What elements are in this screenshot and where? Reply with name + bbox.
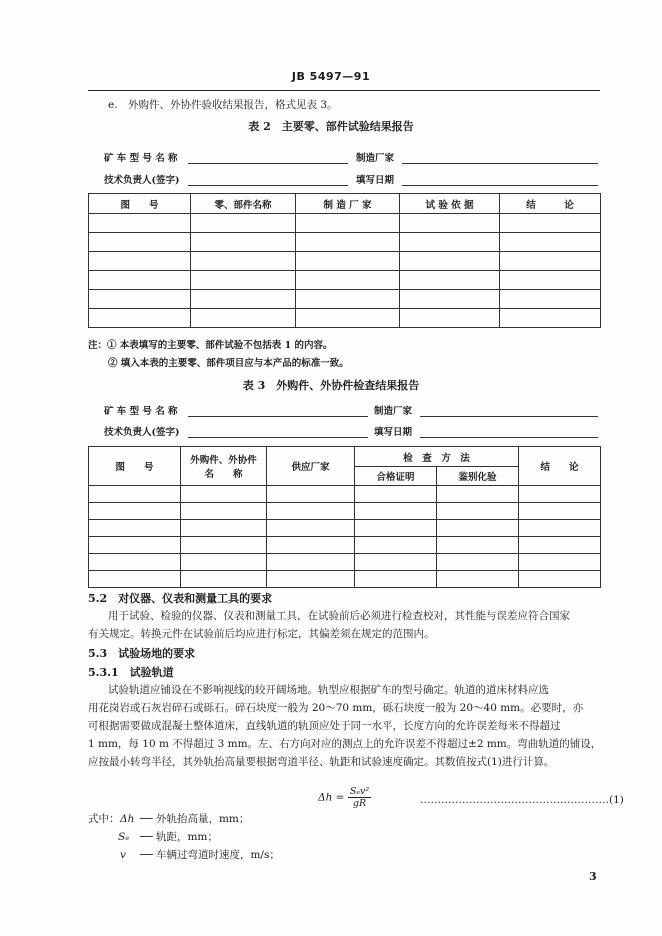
table2-header-drawing-no: 图 号 <box>89 194 191 214</box>
section-5-3-1-line-3: 可根据需要做成混凝土整体道床，直线轨道的轨顶应处于同一水平，长度方向的允许误差每米不得超过 <box>88 720 561 732</box>
section-5-2-line-1: 用于试验、检验的仪器、仪表和测量工具，在试验前后必须进行检查校对，其性能与误差应符合国家 <box>108 610 570 622</box>
table3-header-part-name-line2: 名 称 <box>204 469 243 480</box>
table-row <box>89 503 601 520</box>
table-row <box>89 214 601 233</box>
where-desc-dh: ── 外轨抬高量，mm； <box>140 813 250 825</box>
table-row <box>89 571 601 588</box>
table2-resp-line[interactable] <box>188 185 348 186</box>
table2-header-row <box>89 194 601 214</box>
table-row <box>89 486 601 503</box>
section-5-2-line-2: 有关规定。转换元件在试验前后均应进行标定，其偏差须在规定的范围内。 <box>88 628 435 640</box>
formula-numerator: Sₑv² <box>349 786 370 797</box>
table2-header-part-name: 零、部件名称 <box>191 194 296 214</box>
table2-model-line[interactable] <box>188 163 348 164</box>
table2-title: 表 2 主要零、部件试验结果报告 <box>248 120 414 133</box>
table2-note-2: ② 填入本表的主要零、部件项目应与本产品的标准一致。 <box>108 358 349 369</box>
table3-date-line[interactable] <box>420 437 598 438</box>
table3-grid <box>88 446 601 588</box>
formula-lhs: Δh = <box>318 791 345 804</box>
standard-number: JB 5497—91 <box>291 70 371 83</box>
table2-date-line[interactable] <box>402 185 598 186</box>
section-5-3-heading: 5.3 试验场地的要求 <box>88 647 196 660</box>
table-row <box>89 290 601 309</box>
section-5-3-1-heading: 5.3.1 试验轨道 <box>88 666 174 679</box>
header-rule <box>88 90 600 91</box>
table-row <box>89 271 601 290</box>
table3-header-method: 检 查 方 法 <box>355 447 519 467</box>
formula-1 <box>318 786 371 809</box>
item-e-marker: e. <box>108 99 118 111</box>
formula-fraction <box>348 786 371 809</box>
table2-field-resp: 技术负责人(签字) <box>104 175 180 186</box>
table3-header-identification: 鉴别化验 <box>437 467 519 486</box>
where-symbol-dh: Δh <box>120 813 135 825</box>
section-5-3-1-line-5: 应按最小转弯半径，其外轨抬高量要根据弯道半径、轨距和试验速度确定。其数值按式(1)进行计算。 <box>88 756 555 768</box>
table2-note-1: 注：① 本表填写的主要零、部件试验不包括表 1 的内容。 <box>88 340 333 351</box>
table2-field-maker: 制造厂家 <box>356 153 395 164</box>
table-row <box>89 554 601 571</box>
where-intro: 式中： <box>88 813 120 825</box>
page-number: 3 <box>589 870 597 883</box>
table2-field-date: 填写日期 <box>356 175 395 186</box>
table3-field-resp: 技术负责人(签字) <box>104 427 180 438</box>
table3-resp-line[interactable] <box>188 437 368 438</box>
table3-header-part-name-line1: 外购件、外协件 <box>190 455 257 466</box>
table3-title: 表 3 外购件、外协件检查结果报告 <box>242 379 420 392</box>
where-symbol-se: Sₑ <box>118 831 130 843</box>
section-5-3-1-line-1: 试验轨道应铺设在不影响视线的较开阔场地。轨型应根据矿车的型号确定。轨道的道床材料应选 <box>108 684 549 696</box>
table3-header-row-1 <box>89 447 601 467</box>
where-desc-se: ── 轨距，mm； <box>140 831 218 843</box>
table2-grid <box>88 193 601 328</box>
where-symbol-v: v <box>120 849 126 861</box>
section-5-3-1-line-4: 1 mm，每 10 m 不得超过 3 mm。左、右方向对应的测点上的允许误差不得超过±2 mm。弯曲轨道的铺设， <box>88 738 602 750</box>
table-row <box>89 252 601 271</box>
table2-field-model: 矿 车 型 号 名 称 <box>104 153 178 164</box>
table-row <box>89 233 601 252</box>
formula-leader: ………………………………………………(1) <box>420 794 624 806</box>
table-row <box>89 309 601 328</box>
table3-header-part-name <box>181 447 267 486</box>
table2-header-basis: 试 验 依 据 <box>400 194 500 214</box>
item-e-text: 外购件、外协件验收结果报告，格式见表 3。 <box>128 99 338 111</box>
table3-field-model: 矿 车 型 号 名 称 <box>104 406 178 417</box>
table3-field-date: 填写日期 <box>374 427 413 438</box>
table-row <box>89 520 601 537</box>
table3-maker-line[interactable] <box>420 416 598 417</box>
table3-field-maker: 制造厂家 <box>374 406 413 417</box>
table3-header-certificate: 合格证明 <box>355 467 437 486</box>
table3-header-supplier: 供应厂家 <box>267 447 355 486</box>
where-desc-v: ── 车辆过弯道时速度，m/s； <box>140 849 280 861</box>
table3-header-conclusion: 结 论 <box>519 447 601 486</box>
table2-header-conclusion: 结 论 <box>500 194 601 214</box>
table-row <box>89 537 601 554</box>
table3-header-drawing-no: 图 号 <box>89 447 181 486</box>
section-5-3-1-line-2: 用花岗岩或石灰岩碎石或砾石。碎石块度一般为 20～70 mm，砾石块度一般为 20～40 mm。必要时，亦 <box>88 702 584 714</box>
table2-maker-line[interactable] <box>402 163 598 164</box>
section-5-2-heading: 5.2 对仪器、仪表和测量工具的要求 <box>88 592 273 605</box>
table3-model-line[interactable] <box>188 416 368 417</box>
table2-header-manufacturer: 制 造 厂 家 <box>296 194 400 214</box>
formula-denominator: gR <box>352 798 367 809</box>
